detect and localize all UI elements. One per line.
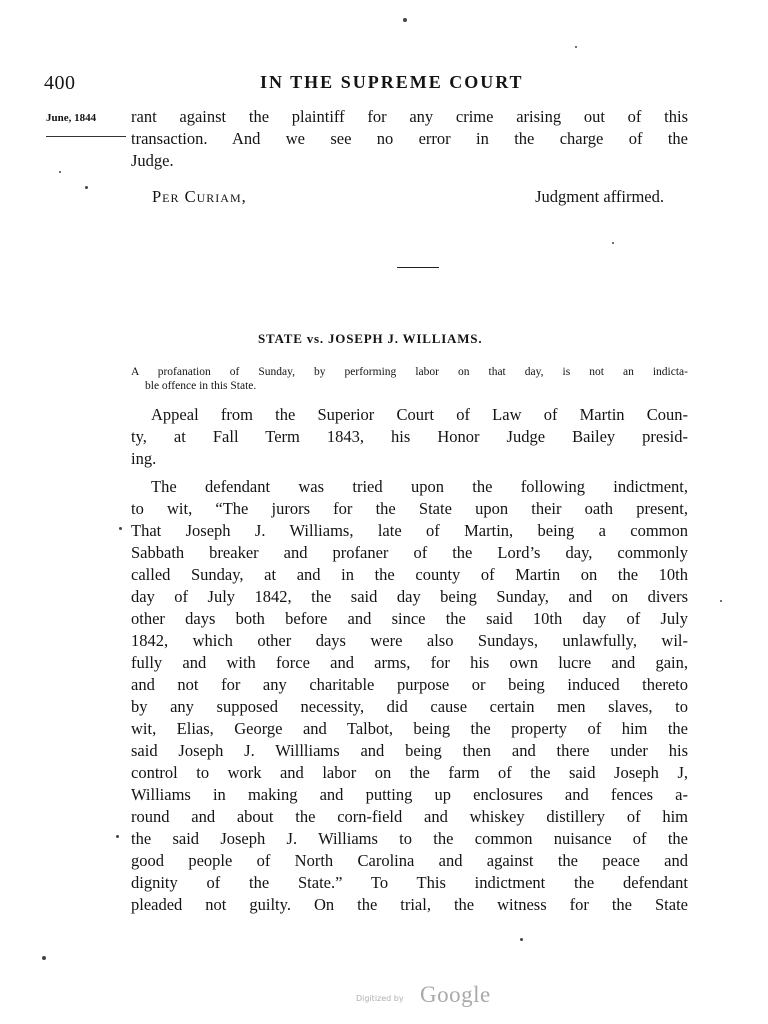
text-line: other days both before and since the said 10th day of July <box>131 609 688 628</box>
headnote-line: A profanation of Sunday, by performing labor on that day, is not an indicta- <box>131 366 688 378</box>
text-line: day of July 1842, the said day being Sunday, and on divers <box>131 587 688 606</box>
text-line: wit, Elias, George and Talbot, being the property of him the <box>131 719 688 738</box>
judgment-result: Judgment affirmed. <box>535 187 664 206</box>
scan-speck <box>720 600 722 602</box>
text-line: Judge. <box>131 151 174 170</box>
text-line: and not for any charitable purpose or being induced thereto <box>131 675 688 694</box>
text-line: dignity of the State.” To This indictment the defendant <box>131 873 688 892</box>
text-line: transaction. And we see no error in the charge of the <box>131 129 688 148</box>
running-head <box>44 72 574 98</box>
indictment-paragraph <box>131 476 688 916</box>
section-divider <box>397 267 439 268</box>
text-line: Williams in making and putting up enclosures and fences a- <box>131 785 688 804</box>
scan-speck <box>575 46 577 48</box>
margin-rule <box>46 136 126 137</box>
case-title: STATE vs. JOSEPH J. WILLIAMS. <box>258 331 483 346</box>
prior-opinion-conclusion <box>131 106 688 172</box>
scan-speck <box>85 186 88 189</box>
text-line: called Sunday, at and in the county of Martin on the 10th <box>131 565 688 584</box>
text-line: Sabbath breaker and profaner of the Lord’s day, commonly <box>131 543 688 562</box>
scan-speck <box>403 18 407 22</box>
scan-speck <box>612 242 614 244</box>
text-line: by any supposed necessity, did cause certain men slaves, to <box>131 697 688 716</box>
text-line: ing. <box>131 449 157 468</box>
scan-speck <box>116 835 119 838</box>
text-line: The defendant was tried upon the following indictment, <box>151 477 688 496</box>
text-line: control to work and labor on the farm of the said Joseph J, <box>131 763 688 782</box>
text-line: fully and with force and arms, for his own lucre and gain, <box>131 653 688 672</box>
digitized-by-google-watermark <box>356 982 516 1010</box>
text-line: That Joseph J. Williams, late of Martin, being a common <box>131 521 688 540</box>
per-curiam-label: Per Curiam, <box>152 187 247 206</box>
headnote <box>131 365 688 393</box>
text-line: 1842, which other days were also Sundays, unlawfully, wil- <box>131 631 688 650</box>
text-line: ty, at Fall Term 1843, his Honor Judge Bailey presid- <box>131 427 688 446</box>
google-logo: Google <box>420 982 491 1007</box>
text-line: the said Joseph J. Williams to the common nuisance of the <box>131 829 688 848</box>
appeal-paragraph <box>131 404 688 470</box>
court-title: IN THE SUPREME COURT <box>260 72 524 92</box>
text-line: Appeal from the Superior Court of Law of Martin Coun- <box>151 405 688 424</box>
text-line: pleaded not guilty. On the trial, the witness for the State <box>131 895 688 914</box>
text-line: rant against the plaintiff for any crime arising out of this <box>131 107 688 126</box>
text-line: good people of North Carolina and against the peace and <box>131 851 688 870</box>
text-line: round and about the corn-field and whiskey distillery of him <box>131 807 688 826</box>
digitized-by-label: Digitized by <box>356 994 404 1003</box>
text-line: said Joseph J. Willliams and being then and there under his <box>131 741 688 760</box>
scan-speck <box>119 527 122 530</box>
scan-speck <box>42 956 46 960</box>
page-number: 400 <box>44 72 76 94</box>
headnote-line: ble offence in this State. <box>145 380 257 392</box>
scan-speck <box>520 938 523 941</box>
scan-speck <box>59 171 61 173</box>
margin-date-note: June, 1844 <box>46 112 97 124</box>
text-line: to wit, “The jurors for the State upon their oath present, <box>131 499 688 518</box>
